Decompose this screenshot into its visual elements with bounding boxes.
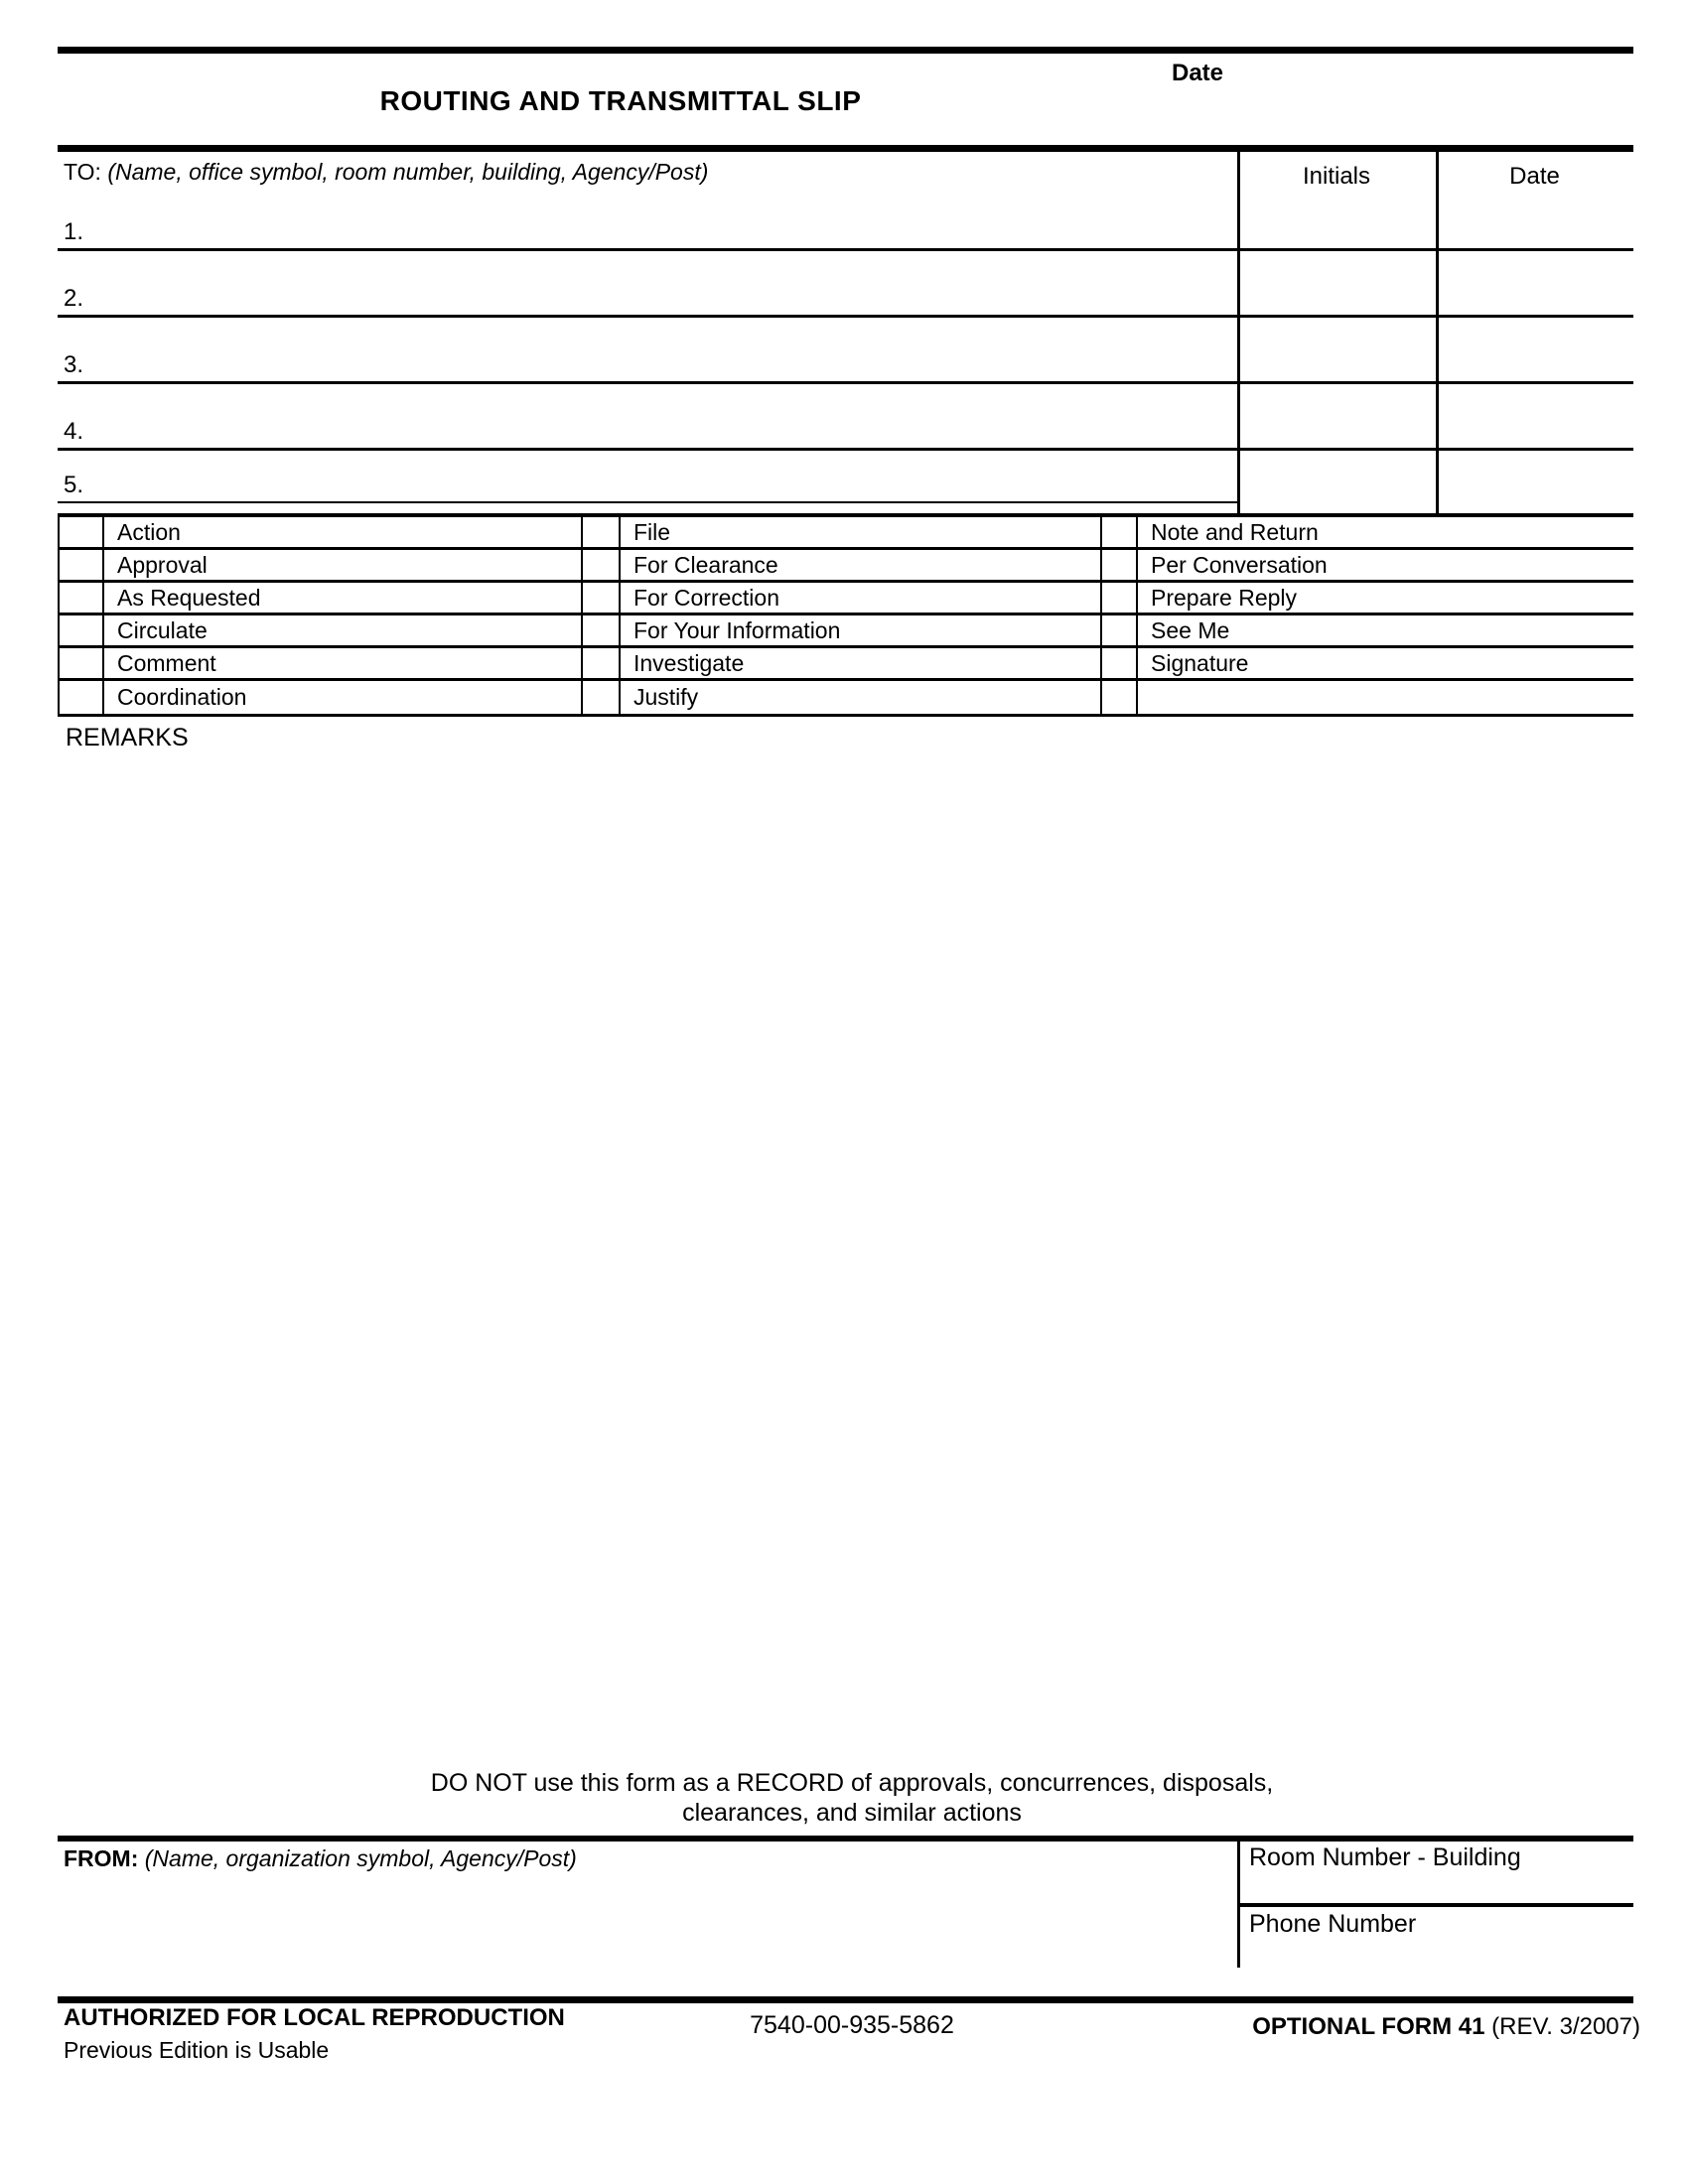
action-label: For Your Information: [621, 615, 1100, 648]
checkbox-investigate[interactable]: [581, 648, 621, 681]
remarks-input-area[interactable]: [58, 759, 1633, 1757]
to-hint: (Name, office symbol, room number, building, Agency/Post): [107, 159, 709, 185]
action-label: Investigate: [621, 648, 1100, 681]
to-row-separator: [58, 381, 1633, 384]
to-row-5-name-input[interactable]: [109, 453, 1231, 498]
to-row-2-initials-cell[interactable]: [1240, 253, 1434, 311]
checkbox-prepare-reply[interactable]: [1100, 583, 1138, 615]
to-row-3-name-input[interactable]: [109, 320, 1231, 377]
action-label: As Requested: [104, 583, 581, 615]
to-row-separator: [58, 248, 1633, 251]
checkbox-signature[interactable]: [1100, 648, 1138, 681]
notice-line-1: DO NOT use this form as a RECORD of approvals, concurrences, disposals,: [430, 1769, 1274, 1797]
to-row-number: 3.: [64, 351, 84, 378]
from-caption: [64, 1845, 577, 1872]
checkbox-note-and-return[interactable]: [1100, 517, 1138, 550]
action-label: Action: [104, 517, 581, 550]
to-row-number: 4.: [64, 418, 84, 445]
room-number-input[interactable]: [1243, 1872, 1633, 1900]
previous-edition-text: Previous Edition is Usable: [64, 2037, 330, 2063]
checkbox-empty: [1100, 681, 1138, 714]
checkbox-circulate[interactable]: [58, 615, 104, 648]
date-column-header: Date: [1509, 163, 1560, 190]
rule-top: [58, 47, 1633, 54]
to-row-4-date-cell[interactable]: [1439, 386, 1631, 444]
action-label: Coordination: [117, 684, 247, 710]
to-row-2-date-cell[interactable]: [1439, 253, 1631, 311]
checkbox-justify[interactable]: [581, 681, 621, 714]
to-row-1-date-cell[interactable]: [1439, 194, 1631, 245]
action-label: Note and Return: [1138, 517, 1633, 550]
room-phone-separator: [1237, 1903, 1633, 1907]
to-row-5-date-cell[interactable]: [1439, 453, 1631, 510]
action-label: Signature: [1138, 648, 1633, 681]
action-label: For Clearance: [621, 550, 1100, 583]
to-row-separator: [58, 315, 1633, 318]
to-row-3-initials-cell[interactable]: [1240, 320, 1434, 377]
phone-number-input[interactable]: [1243, 1938, 1633, 1987]
action-label: Prepare Reply: [1138, 583, 1633, 615]
action-label: See Me: [1138, 615, 1633, 648]
to-row-number: 2.: [64, 285, 84, 312]
to-row-2-name-input[interactable]: [109, 253, 1231, 311]
checkbox-per-conversation[interactable]: [1100, 550, 1138, 583]
to-row-number: 1.: [64, 218, 84, 245]
action-label: Per Conversation: [1138, 550, 1633, 583]
remarks-label: REMARKS: [66, 724, 189, 751]
checkbox-as-requested[interactable]: [58, 583, 104, 615]
room-number-label: Room Number - Building: [1249, 1843, 1521, 1871]
to-row-4-initials-cell[interactable]: [1240, 386, 1434, 444]
to-row-4-name-input[interactable]: [109, 386, 1231, 444]
checkbox-for-clearance[interactable]: [581, 550, 621, 583]
rule-header-bottom: [58, 145, 1633, 152]
notice-line-2: clearances, and similar actions: [682, 1799, 1022, 1827]
form-name: OPTIONAL FORM 41: [1252, 2013, 1485, 2040]
action-label: For Correction: [621, 583, 1100, 615]
header-date-label: Date: [1172, 60, 1224, 86]
form-title: ROUTING AND TRANSMITTAL SLIP: [379, 85, 862, 116]
to-row-separator: [58, 501, 1237, 503]
form-revision: (REV. 3/2007): [1491, 2013, 1640, 2040]
from-label: FROM:: [64, 1845, 139, 1871]
action-label: Circulate: [104, 615, 581, 648]
action-table: [58, 513, 1633, 717]
to-label: TO:: [64, 159, 101, 185]
rule-from-top: [58, 1836, 1633, 1842]
to-row-1-initials-cell[interactable]: [1240, 194, 1434, 245]
to-row-number: 5.: [64, 472, 84, 498]
checkbox-comment[interactable]: [58, 648, 104, 681]
from-input-area[interactable]: [64, 1881, 1225, 1985]
checkbox-approval[interactable]: [58, 550, 104, 583]
authorized-text: AUTHORIZED FOR LOCAL REPRODUCTION: [64, 2004, 565, 2031]
checkbox-for-correction[interactable]: [581, 583, 621, 615]
action-label: File: [621, 517, 1100, 550]
action-label: Comment: [104, 648, 581, 681]
to-row-1-name-input[interactable]: [109, 194, 1231, 245]
action-label-empty: [1138, 681, 1633, 714]
action-label: Approval: [104, 550, 581, 583]
nsn-number: 7540-00-935-5862: [750, 2011, 954, 2039]
form-identifier: [1252, 2013, 1640, 2041]
checkbox-action[interactable]: [58, 517, 104, 550]
checkbox-file[interactable]: [581, 517, 621, 550]
rule-footer: [58, 1996, 1633, 2003]
to-row-5-initials-cell[interactable]: [1240, 453, 1434, 510]
phone-number-label: Phone Number: [1249, 1910, 1417, 1938]
initials-column-header: Initials: [1302, 163, 1371, 190]
to-caption: [64, 159, 708, 186]
to-row-separator: [58, 448, 1633, 451]
checkbox-see-me[interactable]: [1100, 615, 1138, 648]
action-label: Justify: [633, 684, 699, 710]
checkbox-coordination[interactable]: [58, 681, 104, 714]
checkbox-for-your-information[interactable]: [581, 615, 621, 648]
to-row-3-date-cell[interactable]: [1439, 320, 1631, 377]
from-hint: (Name, organization symbol, Agency/Post): [144, 1845, 577, 1871]
